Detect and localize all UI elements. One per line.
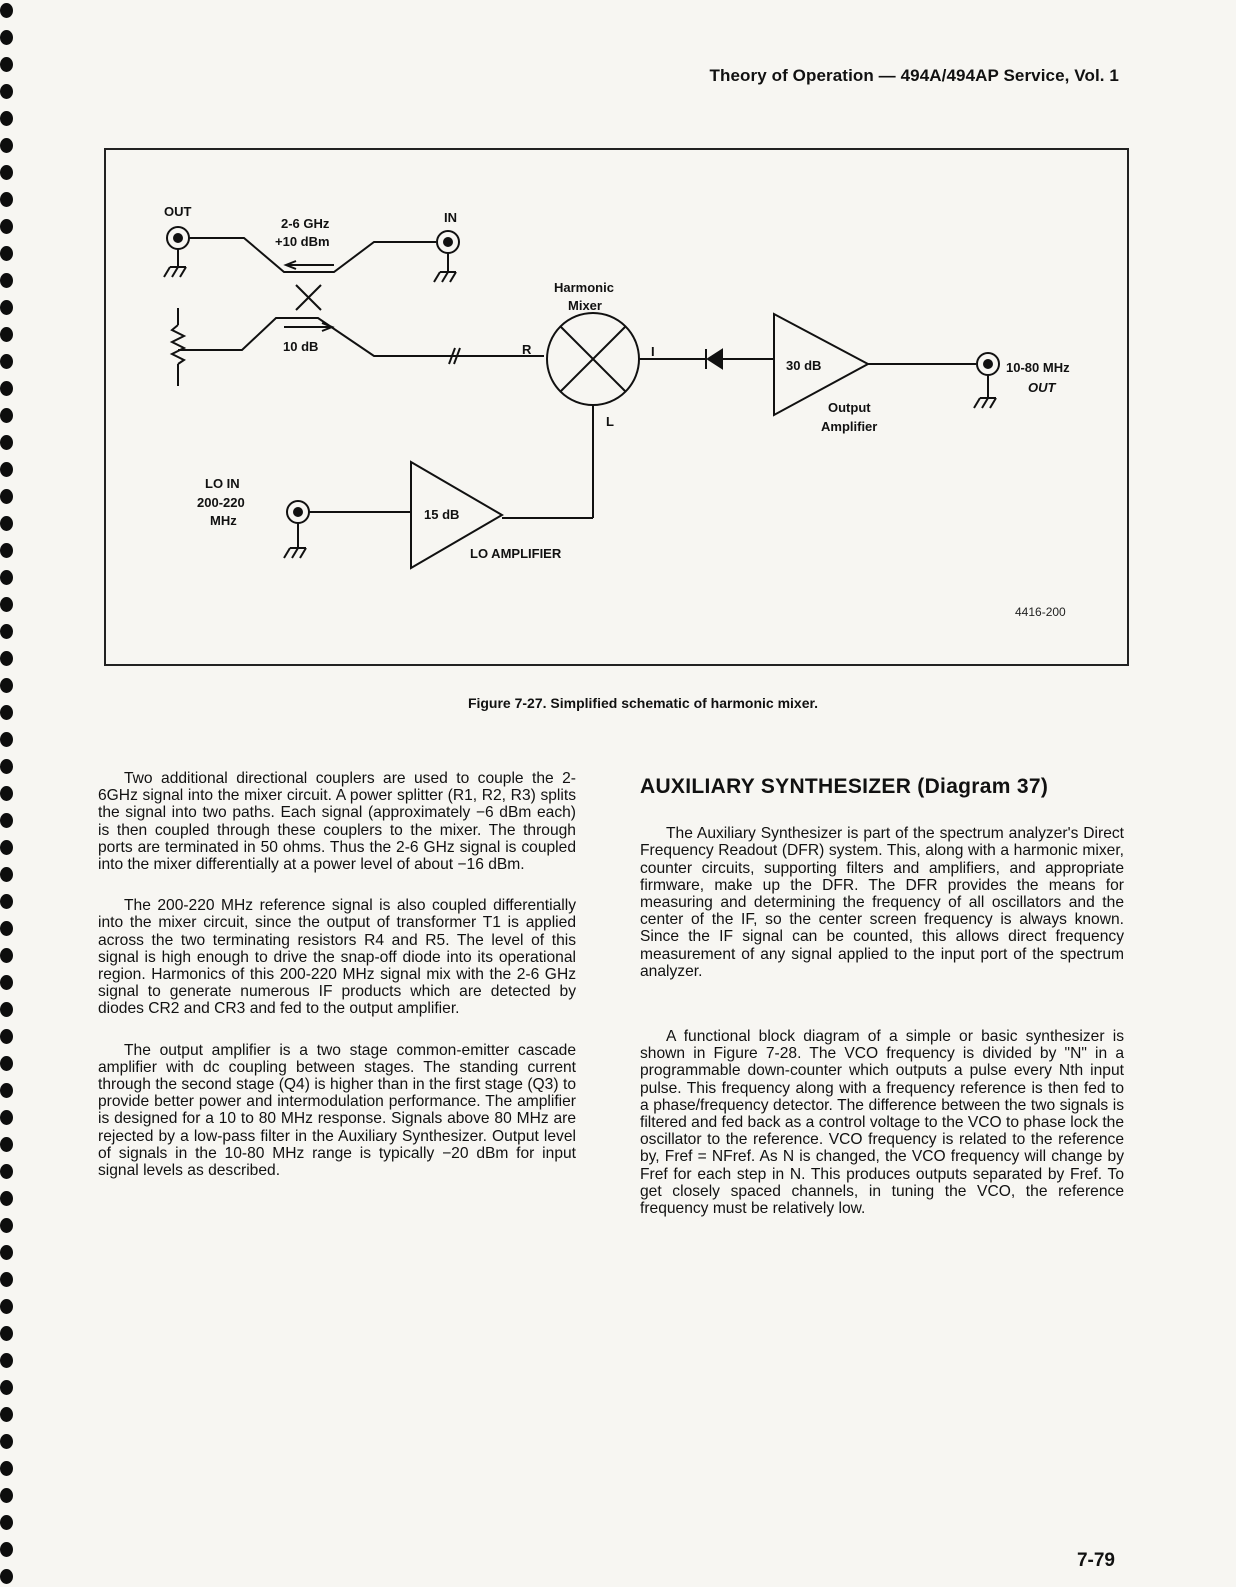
schematic-figure bbox=[104, 148, 1129, 666]
section-heading: AUXILIARY SYNTHESIZER (Diagram 37) bbox=[640, 775, 1049, 798]
running-header: Theory of Operation — 494A/494AP Service, Vol. 1 bbox=[709, 66, 1119, 85]
port-r-label: R bbox=[522, 342, 532, 357]
lo-in-label-3: MHz bbox=[210, 513, 237, 528]
body-paragraph: The 200-220 MHz reference signal is also coupled differentially into the mixer circuit, since the output of transformer T1 is applied across the two terminating resistors R4 and R5. The level of this signal is high enough to drive the snap-off diode into its operational region. Harmonics of this 200-220 MHz signal mix with the 2-6 GHz signal to generate numerous IF products which are detected by diodes CR2 and CR3 and fed to the output amplifier. bbox=[98, 897, 576, 1018]
harmonic-mixer-schematic bbox=[106, 150, 1131, 668]
if-out-label-2: OUT bbox=[1028, 380, 1056, 395]
lo-amp-label: LO AMPLIFIER bbox=[470, 546, 562, 561]
left-column bbox=[98, 770, 576, 1203]
mixer-label-2: Mixer bbox=[568, 298, 602, 313]
figure-caption: Figure 7-27. Simplified schematic of harmonic mixer. bbox=[467, 695, 819, 711]
right-column bbox=[640, 775, 1124, 1241]
body-paragraph: The Auxiliary Synthesizer is part of the spectrum analyzer's Direct Frequency Readout (DFR) system. This, along with a harmonic mixer, counter circuits, supporting filters and amplifiers, and appropriate firmware, make up the DFR. The DFR provides the means for measuring and determining the frequency of all oscillators and the center of the IF, so the center screen frequency is always known. Since the IF signal can be counted, this allows direct frequency measurement of any signal applied to the input port of the spectrum analyzer. bbox=[640, 825, 1124, 980]
page-number: 7-79 bbox=[1076, 1550, 1115, 1571]
if-out-label-1: 10-80 MHz bbox=[1006, 360, 1070, 375]
mixer-label-1: Harmonic bbox=[554, 280, 614, 295]
body-paragraph: A functional block diagram of a simple or basic synthesizer is shown in Figure 7-28. The VCO frequency is divided by "N" in a programmable down-counter which outputs a pulse every Nth input pulse. This frequency along with a frequency reference is then fed to a phase/frequency detector. The difference between the two signals is filtered and fed back as a control voltage to the VCO to phase lock the oscillator to the reference. VCO frequency is related to the reference by, Fref = NFref. As N is changed, the VCO frequency will change by Fref for each step in N. This produces outputs separated by Fref. To get closely spaced channels, in tuning the VCO, the reference frequency must be relatively low. bbox=[640, 1028, 1124, 1218]
port-i-label: I bbox=[651, 344, 655, 359]
in-label: IN bbox=[444, 210, 457, 225]
figure-id: 4416-200 bbox=[1015, 605, 1066, 619]
power-label: +10 dBm bbox=[275, 234, 330, 249]
out-label: OUT bbox=[164, 204, 192, 219]
lo-in-label-1: LO IN bbox=[205, 476, 240, 491]
body-paragraph: Two additional directional couplers are used to couple the 2-6GHz signal into the mixer circuit. A power splitter (R1, R2, R3) splits the signal into two paths. Each signal (approximately −6 dBm each) is then coupled through these couplers to the mixer. The through ports are terminated in 50 ohms. Thus the 2-6 GHz signal is coupled into the mixer differentially at a power level of about −16 dBm. bbox=[98, 770, 576, 874]
port-l-label: L bbox=[606, 414, 614, 429]
binder-holes bbox=[0, 0, 14, 1587]
lo-in-label-2: 200-220 bbox=[197, 495, 245, 510]
output-amp-gain: 30 dB bbox=[786, 358, 822, 373]
band-label: 2-6 GHz bbox=[281, 216, 330, 231]
output-amp-label-1: Output bbox=[828, 400, 871, 415]
lo-amp-gain: 15 dB bbox=[424, 507, 460, 522]
output-amp-label-2: Amplifier bbox=[821, 419, 878, 434]
coupling-label: 10 dB bbox=[283, 339, 319, 354]
body-paragraph: The output amplifier is a two stage common-emitter cascade amplifier with dc coupling between stages. The standing current through the second stage (Q4) is higher than in the first stage (Q3) to provide better power and intermodulation performance. The amplifier is designed for a 10 to 80 MHz response. Signals above 80 MHz are rejected by a low-pass filter in the Auxiliary Synthesizer. Output level of signals in the 10-80 MHz range is typically −20 dBm for input signal levels as described. bbox=[98, 1041, 576, 1180]
